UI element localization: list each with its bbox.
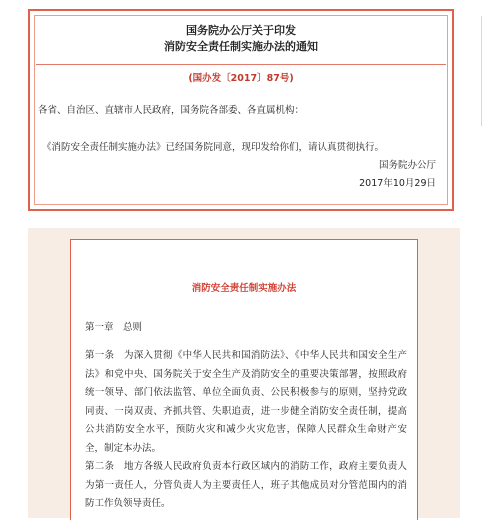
notice-title-line1: 国务院办公厅关于印发 — [186, 24, 296, 37]
measures-background — [28, 228, 460, 518]
notice-body-text: 《消防安全责任制实施办法》已经国务院同意，现印发给你们，请认真贯彻执行。 — [42, 142, 385, 153]
chapter-heading: 第一章 总则 — [85, 322, 143, 333]
title-divider — [36, 64, 446, 65]
signature-date: 2017年10月29日 — [359, 178, 436, 189]
signature-organization: 国务院办公厅 — [378, 160, 436, 171]
addressee-line: 各省、自治区、直辖市人民政府，国务院各部委、各直属机构： — [38, 105, 305, 116]
document-number: (国办发〔2017〕87号) — [188, 73, 294, 84]
article-1: 第一条 为深入贯彻《中华人民共和国消防法》、《中华人民共和国安全生产法》和党中央、国务院关于安全生产及消防安全的重要决策部署，按照政府统一领导、部门依法监管、单位全面负责、公民积极参与的原则，坚持党政同责、一岗双责、齐抓共管、失职追责，进一步健全消防安全责任制，提高公共消防安全水平，预防火灾和减少火灾危害，保障人民群众生命财产安全，制定本办法。 — [85, 350, 407, 454]
notice-document — [28, 9, 454, 211]
article-2: 第二条 地方各级人民政府负责本行政区域内的消防工作，政府主要负责人为第一责任人，分管负责人为主要责任人，班子其他成员对分管范围内的消防工作负领导责任。 — [85, 461, 407, 509]
side-divider — [481, 16, 482, 126]
measures-document — [70, 239, 418, 520]
measures-title: 消防安全责任制实施办法 — [191, 283, 297, 294]
notice-title-line2: 消防安全责任制实施办法的通知 — [164, 40, 318, 53]
